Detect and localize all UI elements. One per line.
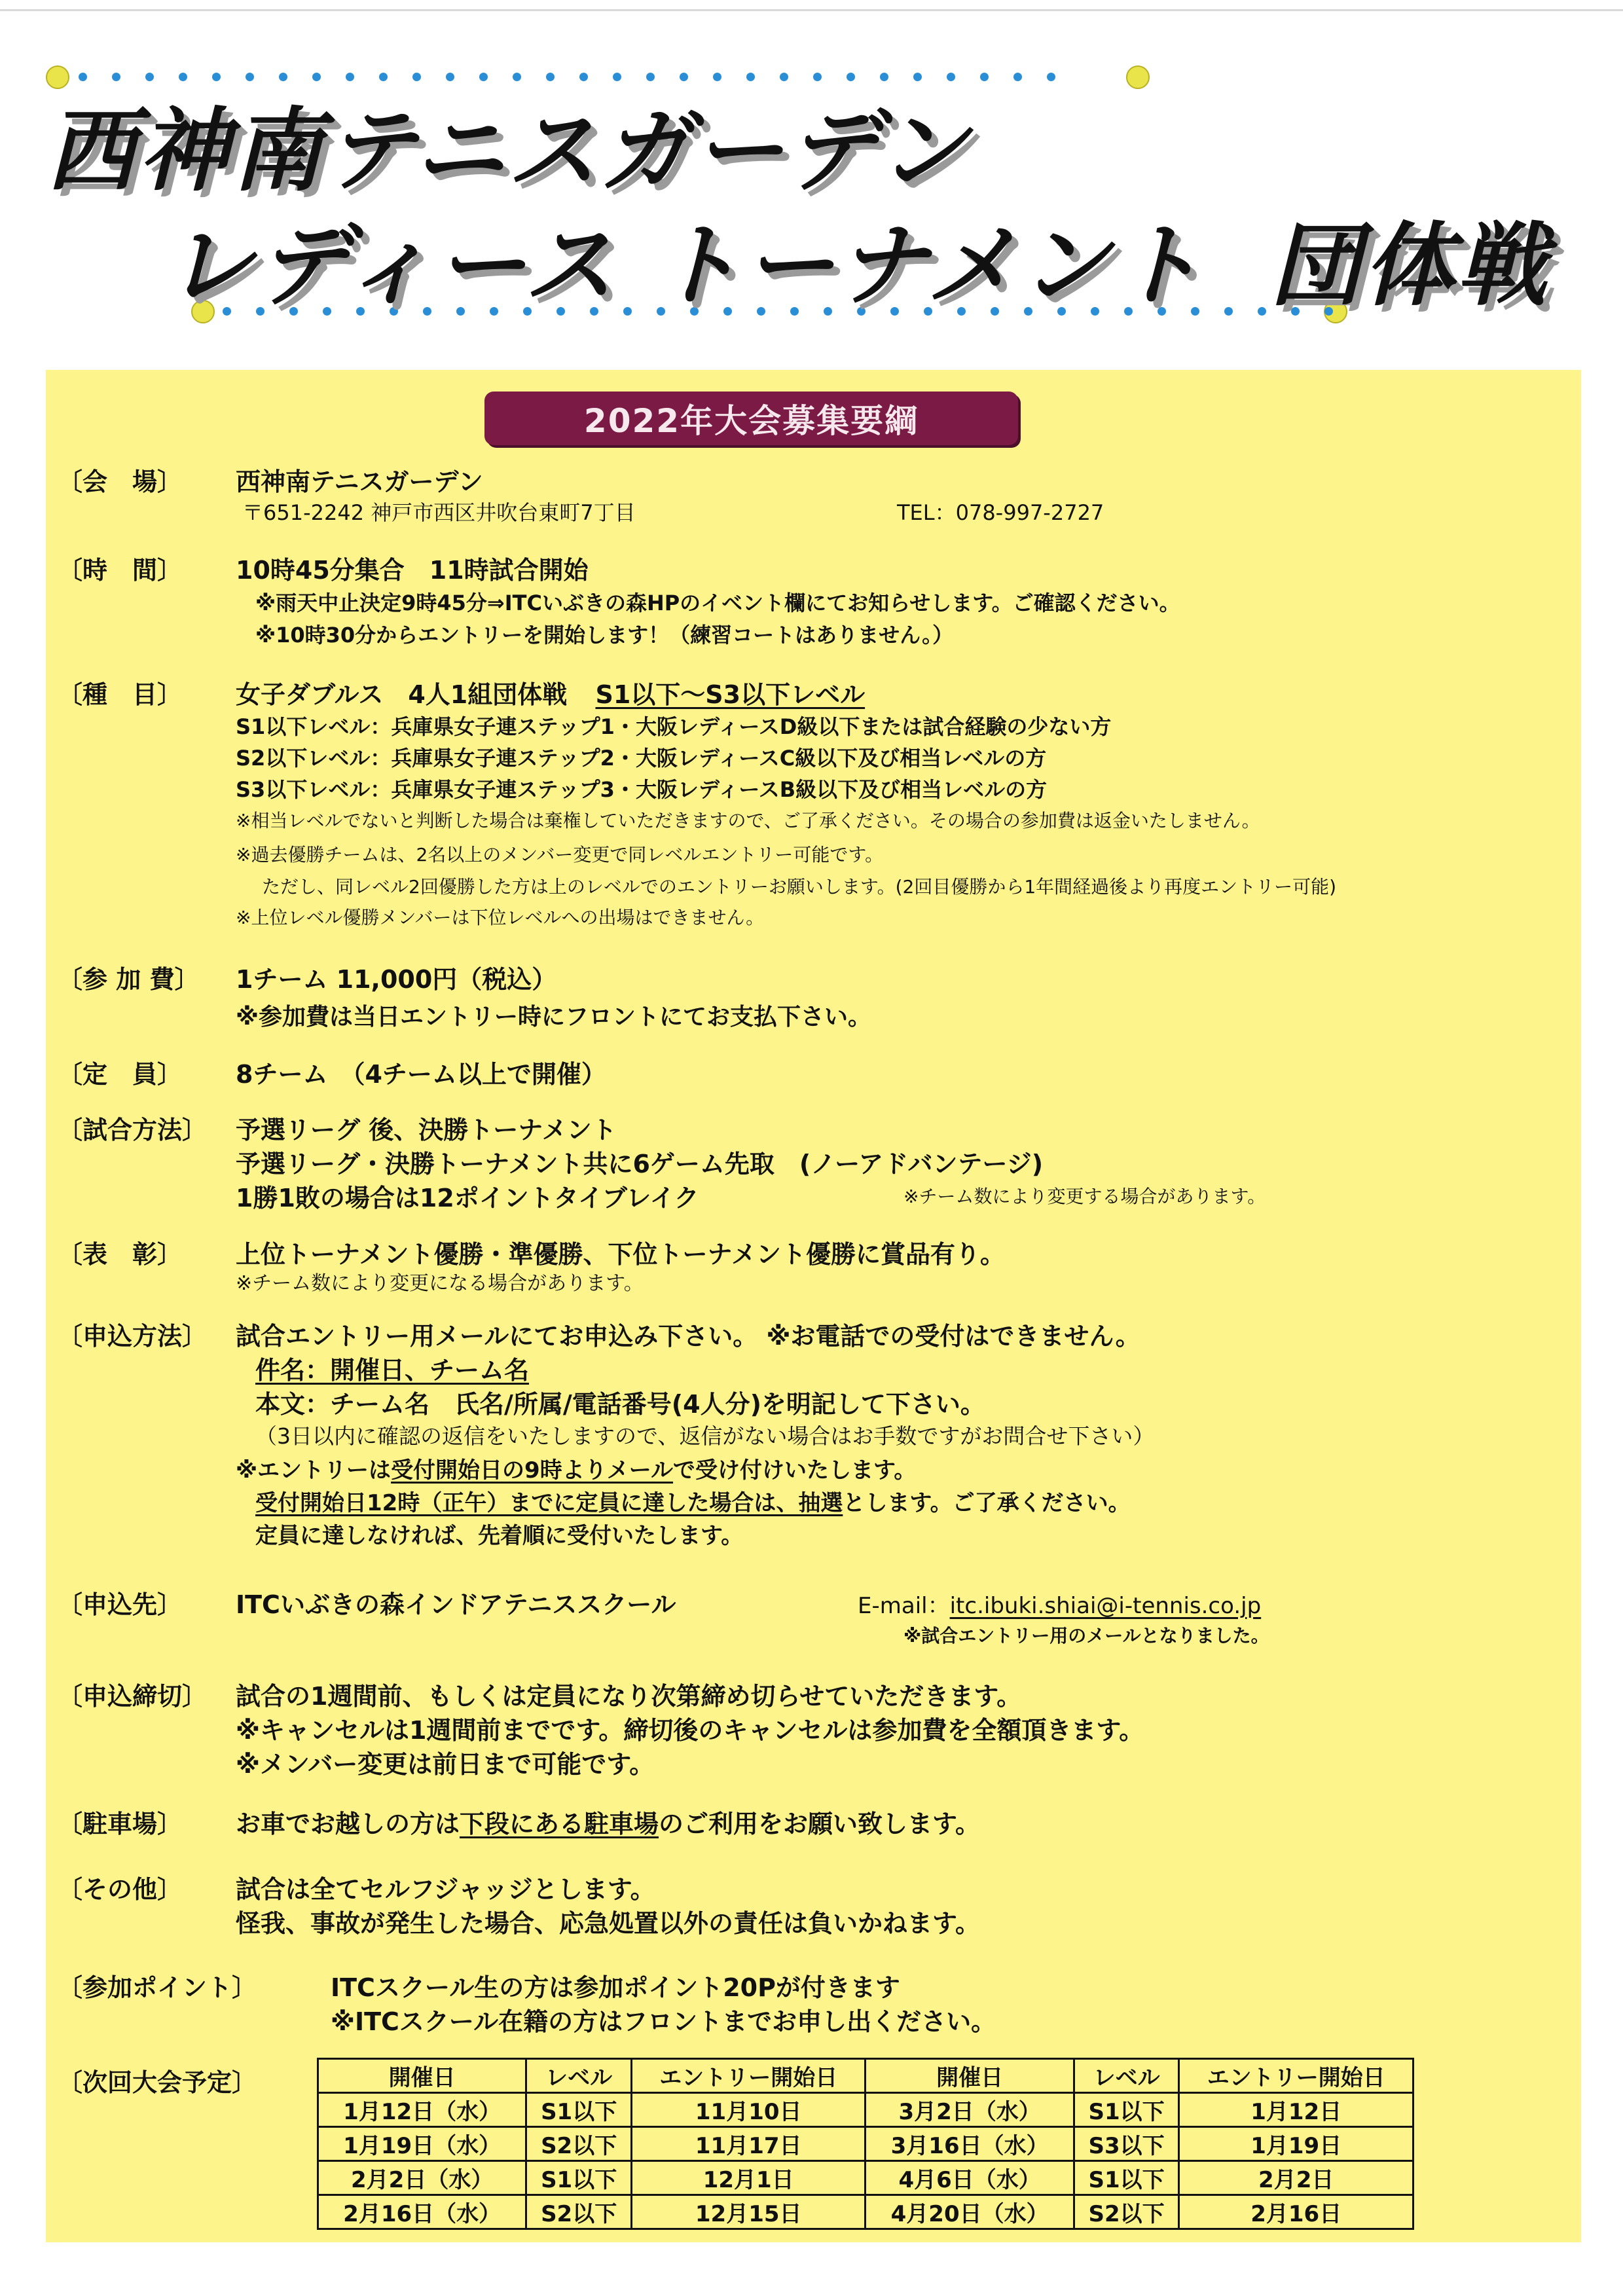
table-row [318, 2161, 1413, 2195]
cell-level: S1以下 [526, 2161, 632, 2195]
contact-note: ※試合エントリー用のメールとなりました。 [903, 1625, 1269, 1647]
cell-date: 3月2日（水） [866, 2093, 1074, 2127]
cell-entry-start: 12月15日 [631, 2195, 866, 2229]
cell-entry-start: 2月16日 [1179, 2195, 1413, 2229]
other-label: 〔その他〕 [58, 1875, 183, 1904]
format-line2: 予選リーグ・決勝トーナメント共に6ゲーム先取 (ノーアドバンテージ) [236, 1150, 1044, 1178]
format-label: 〔試合方法〕 [58, 1116, 208, 1144]
cell-entry-start: 1月19日 [1179, 2127, 1413, 2161]
event-note2: ※過去優勝チームは、2名以上のメンバー変更で同レベルエントリー可能です。 [236, 844, 884, 866]
event-s1: S1以下レベル：兵庫県女子連ステップ1・大阪レディースD級以下または試合経験の少ない方 [236, 714, 1112, 739]
apply-label: 〔申込方法〕 [58, 1322, 208, 1351]
parking-text-a: お車でお越しの方は [236, 1810, 460, 1838]
cell-level: S2以下 [1074, 2195, 1179, 2229]
venue-name: 西神南テニスガーデン [236, 467, 483, 496]
table-row [318, 2127, 1413, 2161]
apply-body: 本文：チーム名 氏名/所属/電話番号(4人分)を明記して下さい。 [255, 1390, 985, 1419]
cell-level: S2以下 [526, 2195, 632, 2229]
cell-entry-start: 11月17日 [631, 2127, 866, 2161]
title-line2-a: レディース トーナメント [164, 213, 1205, 318]
cell-date: 2月2日（水） [318, 2161, 526, 2195]
tennis-ball-icon [1126, 65, 1150, 89]
cell-date: 1月19日（水） [318, 2127, 526, 2161]
cell-level: S1以下 [1074, 2161, 1179, 2195]
event-main [236, 674, 865, 710]
event-note1: ※相当レベルでないと判断した場合は棄権していただきますので、ご了承ください。その場合の参加費は返金いたしません。 [236, 810, 1260, 831]
cell-level: S1以下 [1074, 2093, 1179, 2127]
cell-level: S2以下 [526, 2127, 632, 2161]
fee-label: 〔参 加 費〕 [58, 965, 200, 994]
event-main-text: 女子ダブルス 4人1組団体戦 [236, 680, 568, 709]
event-s2: S2以下レベル：兵庫県女子連ステップ2・大阪レディースC級以下及び相当レベルの方 [236, 746, 1047, 771]
points-line2: ※ITCスクール在籍の方はフロントまでお申し出ください。 [331, 2007, 996, 2036]
cell-entry-start: 11月10日 [631, 2093, 866, 2127]
points-line1: ITCスクール生の方は参加ポイント20Pが付きます [331, 1973, 900, 2002]
header-level: レベル [1074, 2059, 1179, 2093]
table-row [318, 2195, 1413, 2229]
year-badge: 2022年大会募集要綱 [484, 392, 1018, 445]
header-entry-start: エントリー開始日 [1179, 2059, 1413, 2093]
schedule-header-row [318, 2059, 1413, 2093]
cell-date: 3月16日（水） [866, 2127, 1074, 2161]
venue-address: 〒651-2242 神戸市西区井吹台東町7丁目 [242, 500, 636, 525]
apply-entry-a: ※エントリーは [236, 1457, 392, 1484]
apply-entry-b: 受付開始日の9時よりメール [391, 1457, 674, 1484]
contact-name: ITCいぶきの森インドアテニススクール [236, 1590, 676, 1619]
event-note3: ただし、同レベル2回優勝した方は上のレベルでのエントリーお願いします。(2回目優勝から1年間経過後より再度エントリー可能) [262, 876, 1337, 898]
other-line1: 試合は全てセルフジャッジとします。 [236, 1875, 655, 1904]
other-line2: 怪我、事故が発生した場合、応急処置以外の責任は負いかねます。 [236, 1909, 980, 1938]
apply-entry [236, 1452, 916, 1484]
cell-entry-start: 12月1日 [631, 2161, 866, 2195]
contact-email-row [858, 1588, 1261, 1620]
parking-text-c: のご利用をお願い致します。 [659, 1810, 980, 1838]
header-entry-start: エントリー開始日 [631, 2059, 866, 2093]
title-line2 [164, 193, 1550, 323]
event-label: 〔種 目〕 [58, 680, 183, 709]
parking-text [236, 1804, 980, 1840]
fee-main: 1チーム 11,000円（税込） [236, 965, 557, 994]
table-row [318, 2093, 1413, 2127]
time-note1: ※雨天中止決定9時45分⇒ITCいぶきの森HPのイベント欄にてお知らせします。ご確認ください。 [255, 591, 1180, 615]
header-level: レベル [526, 2059, 632, 2093]
cell-level: S3以下 [1074, 2127, 1179, 2161]
apply-lottery-b: とします。ご了承ください。 [843, 1490, 1131, 1516]
capacity-label: 〔定 員〕 [58, 1060, 183, 1089]
title-line1: 西神南テニスガーデン [46, 98, 970, 204]
time-note2: ※10時30分からエントリーを開始します！（練習コートはありません。） [255, 623, 954, 647]
cell-date: 4月20日（水） [866, 2195, 1074, 2229]
awards-label: 〔表 彰〕 [58, 1240, 183, 1269]
parking-label: 〔駐車場〕 [58, 1810, 183, 1838]
time-main: 10時45分集合 11時試合開始 [236, 556, 589, 585]
deadline-label: 〔申込締切〕 [58, 1682, 208, 1711]
cell-entry-start: 2月2日 [1179, 2161, 1413, 2195]
header-date: 開催日 [866, 2059, 1074, 2093]
apply-subject: 件名：開催日、チーム名 [255, 1356, 530, 1385]
capacity-main: 8チーム （4チーム以上で開催） [236, 1060, 606, 1089]
fee-note: ※参加費は当日エントリー時にフロントにてお支払下さい。 [236, 1004, 871, 1030]
apply-lottery [255, 1485, 1131, 1517]
contact-email-link[interactable]: itc.ibuki.shiai@i-tennis.co.jp [949, 1593, 1262, 1619]
parking-text-b: 下段にある駐車場 [460, 1810, 659, 1838]
contact-email-label: E-mail： [858, 1593, 950, 1619]
schedule-label: 〔次回大会予定〕 [58, 2068, 257, 2097]
time-label: 〔時 間〕 [58, 556, 183, 585]
header-date: 開催日 [318, 2059, 526, 2093]
top-rule [0, 9, 1623, 11]
event-s3: S3以下レベル：兵庫県女子連ステップ3・大阪レディースB級以下及び相当レベルの方 [236, 777, 1048, 802]
cell-date: 2月16日（水） [318, 2195, 526, 2229]
points-label: 〔参加ポイント〕 [58, 1973, 257, 2002]
apply-lottery-a: 受付開始日12時（正午）までに定員に達した場合は、抽選 [255, 1490, 843, 1516]
deadline-line3: ※メンバー変更は前日まで可能です。 [236, 1750, 655, 1779]
apply-line1: 試合エントリー用メールにてお申込み下さい。 ※お電話での受付はできません。 [236, 1322, 1140, 1351]
cell-date: 1月12日（水） [318, 2093, 526, 2127]
event-level: S1以下～S3以下レベル [595, 680, 866, 709]
info-panel [46, 370, 1581, 2242]
title-line2-b: 団体戦 [1270, 213, 1550, 318]
format-note: ※チーム数により変更する場合があります。 [903, 1186, 1266, 1207]
format-line3: 1勝1敗の場合は12ポイントタイブレイク [236, 1184, 699, 1212]
awards-main: 上位トーナメント優勝・準優勝、下位トーナメント優勝に賞品有り。 [236, 1240, 1005, 1269]
awards-note: ※チーム数により変更になる場合があります。 [236, 1272, 644, 1295]
contact-label: 〔申込先〕 [58, 1590, 183, 1619]
deadline-line2: ※キャンセルは1週間前までです。締切後のキャンセルは参加費を全額頂きます。 [236, 1716, 1144, 1745]
schedule-table [317, 2058, 1414, 2230]
apply-first: 定員に達しなければ、先着順に受付いたします。 [255, 1523, 744, 1549]
cell-level: S1以下 [526, 2093, 632, 2127]
deadline-line1: 試合の1週間前、もしくは定員になり次第締め切らせていただきます。 [236, 1682, 1022, 1711]
cell-date: 4月6日（水） [866, 2161, 1074, 2195]
venue-tel: TEL：078-997-2727 [897, 500, 1104, 525]
venue-label: 〔会 場〕 [58, 467, 183, 496]
event-note4: ※上位レベル優勝メンバーは下位レベルへの出場はできません。 [236, 907, 765, 928]
cell-entry-start: 1月12日 [1179, 2093, 1413, 2127]
format-line1: 予選リーグ 後、決勝トーナメント [236, 1116, 617, 1144]
apply-entry-c: で受け付けいたします。 [673, 1457, 917, 1484]
apply-reply: （3日以内に確認の返信をいたしますので、返信がない場合はお手数ですがお問合せ下さい） [255, 1423, 1155, 1449]
